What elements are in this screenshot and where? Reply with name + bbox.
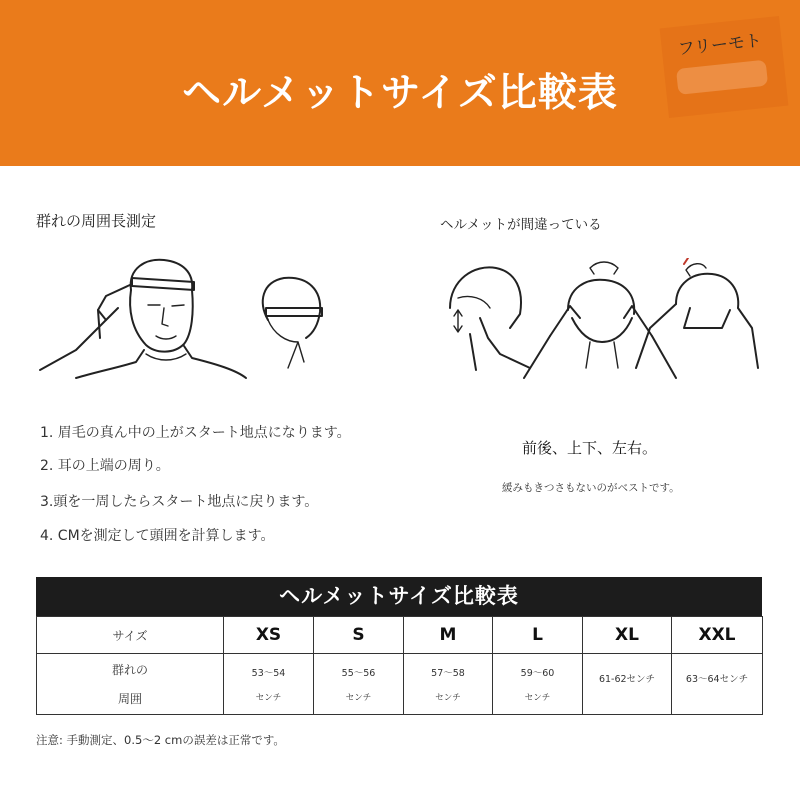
page-title: ヘルメットサイズ比較表: [182, 71, 618, 116]
size-m-range: 57～58: [431, 668, 465, 679]
size-s-value: [314, 654, 404, 715]
fit-tip-sub: 緩みもきつさもないのがベストです。: [502, 482, 680, 494]
row-label-cell: [37, 654, 224, 715]
brand-logo-blur: [676, 60, 768, 95]
row-label-line1: 群れの: [111, 663, 148, 677]
size-xxl-header: XXL: [672, 617, 763, 654]
size-header-label: サイズ: [37, 617, 224, 654]
head-circumference-row: [37, 654, 763, 715]
size-header-row: [37, 617, 763, 654]
size-xxl-range: 63～64センチ: [685, 674, 749, 685]
measure-section-title: 群れの周囲長測定: [36, 212, 157, 230]
size-table-title: ヘルメットサイズ比較表: [36, 577, 762, 616]
size-xs-header: XS: [224, 617, 314, 654]
size-m-unit: センチ: [435, 693, 461, 703]
size-table: [36, 616, 763, 715]
size-xl-range: 61-62センチ: [598, 674, 656, 685]
row-label-line2: 周囲: [117, 692, 142, 706]
size-l-value: [493, 654, 583, 715]
header-banner: [0, 0, 800, 166]
brand-watermark: [660, 16, 789, 118]
head-measure-illustration: [36, 250, 356, 385]
size-s-unit: センチ: [345, 693, 372, 703]
size-l-range: 59～60: [520, 668, 555, 679]
brand-label: フリーモト: [676, 30, 763, 60]
size-xs-unit: センチ: [255, 693, 282, 703]
helmet-fit-illustration: [440, 258, 770, 393]
size-xxl-value: [672, 654, 763, 715]
fit-tip-main: 前後、上下、左右。: [522, 439, 658, 457]
measurement-note: 注意: 手動測定、0.5～2 cmの誤差は正常です。: [36, 733, 285, 747]
size-m-header: M: [404, 617, 493, 654]
measure-step-2: 2. 耳の上端の周り。: [40, 458, 170, 474]
measure-step-3: 3.頭を一周したらスタート地点に戻ります。: [40, 494, 319, 510]
size-xl-header: XL: [583, 617, 672, 654]
size-xl-value: [583, 654, 672, 715]
size-l-unit: センチ: [524, 693, 551, 703]
fit-section-title: ヘルメットが間違っている: [440, 217, 602, 233]
size-xs-range: 53～54: [251, 668, 286, 679]
size-l-header: L: [493, 617, 583, 654]
size-s-header: S: [314, 617, 404, 654]
size-m-value: [404, 654, 493, 715]
size-s-range: 55～56: [341, 668, 376, 679]
measure-step-1: 1. 眉毛の真ん中の上がスタート地点になります。: [40, 425, 351, 441]
measure-step-4: 4. CMを測定して頭囲を計算します。: [40, 528, 275, 544]
size-xs-value: [224, 654, 314, 715]
